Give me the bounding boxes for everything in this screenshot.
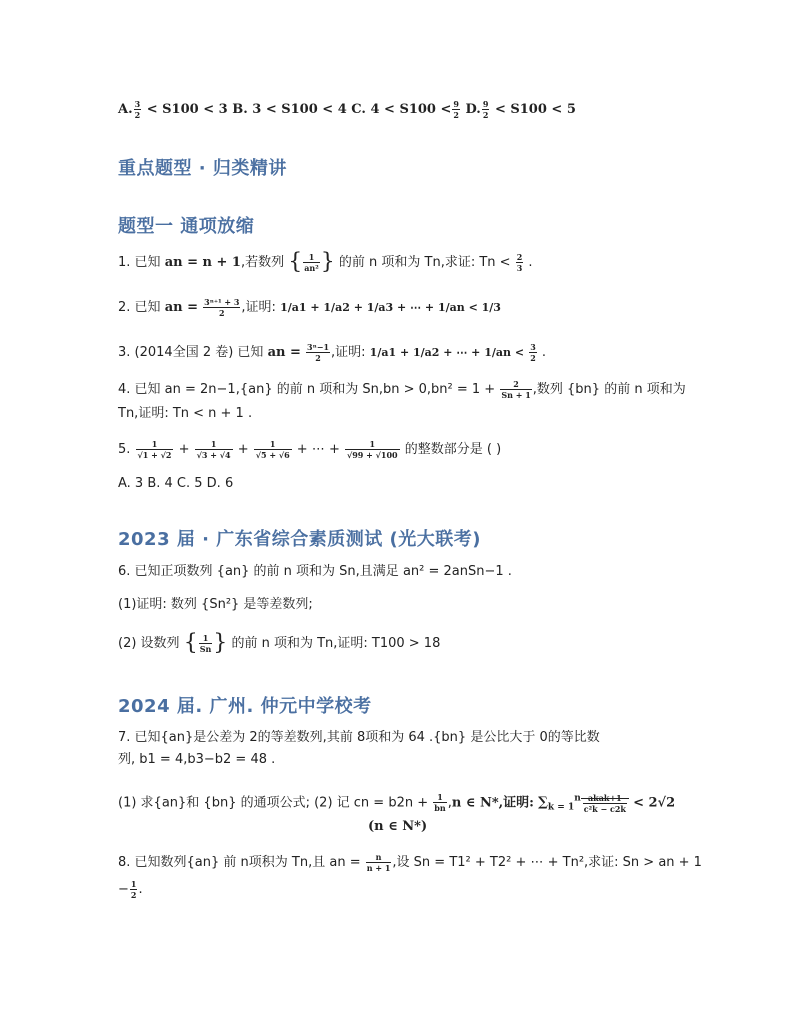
q8-line1: 8. 已知数列{an} 前 n项积为 Tn,且 an = <box>118 855 361 870</box>
option-b-text: B. 3 < S100 < 4 <box>232 102 347 117</box>
question-3: 3. (2014全国 2 卷) 已知 an = $\frac{\text{3ⁿ−1}}{2}$ ,证明: 1/a1 + 1/a2 + ⋯ + 1/an < $\frac{3}{2}$ . <box>118 342 547 363</box>
fraction: $\frac{1}{bn}$ <box>434 792 446 814</box>
fraction: $\frac{\text{3ⁿ−1}}{2}$ <box>307 342 330 363</box>
question-8 <box>118 853 702 872</box>
fraction: $\frac{1}{√3 + √4}$ <box>196 439 231 460</box>
fraction: $\frac{9}{2}$ <box>453 99 459 120</box>
fraction: $\frac{2}{Sn + 1}$ <box>501 379 531 400</box>
question-7-line2: 列, b1 = 4,b3−b2 = 48 . <box>118 752 276 767</box>
q5-post: 的整数部分是 ( ) <box>404 442 502 457</box>
fraction: $\frac{3}{2}$ <box>134 99 141 120</box>
fraction: $\frac{1}{√99 + √100}$ <box>346 439 398 460</box>
question-2 <box>118 298 501 317</box>
q2-formula: an = <box>164 300 198 315</box>
question-4 <box>118 380 686 399</box>
q2-prefix: 2. 已知 <box>118 300 161 315</box>
q8-end: . <box>138 882 143 897</box>
option-c-text: C. 4 < S100 < <box>351 102 452 117</box>
question-6: 6. 已知正项数列 {an} 的前 n 项和为 Sn,且满足 an² = 2anSn−1 . <box>118 564 512 579</box>
q1-mid: ,若数列 <box>240 255 285 270</box>
section-heading-2: 2023 届 · 广东省综合素质测试 (光大联考) <box>118 529 481 550</box>
q4-line1: 4. 已知 an = 2n−1,{an} 的前 n 项和为 Sn,bn > 0,bn² = 1 + <box>118 382 496 397</box>
question-1: 1. 已知 an = n + 1,若数列 { $\frac{1}{\text{an²}}$ } 的前 n 项和为 Tn,求证: Tn < $\frac{2}{3}$ . <box>118 249 533 275</box>
fraction: $\frac{1}{2}$ <box>130 879 137 900</box>
q5-prefix: 5. <box>118 442 131 457</box>
fraction: $\frac{\text{3ⁿ⁺¹ + 3}}{2}$ <box>204 297 240 318</box>
q8-line1-post: ,设 Sn = T1² + T2² + ⋯ + Tn²,求证: Sn > an + 1 <box>392 855 702 870</box>
q2-mid: ,证明: <box>241 300 276 315</box>
q7-line3-text: (1) 求{an}和 {bn} 的通项公式; (2) 记 cn = b2n + <box>118 795 429 811</box>
section-heading-3: 2024 届. 广州. 仲元中学校考 <box>118 696 372 717</box>
q7-line3-cond: n ∈ N*,证明: <box>451 795 534 811</box>
fraction: $\frac{9}{2}$ <box>482 99 489 120</box>
question-5: 5. $\frac{1}{√1 + √2}$ + $\frac{1}{√3 + √4}$ + $\frac{1}{√5 + √6}$ + ⋯ + $\frac{1}{√99 + √100}$ 的整数部分是 ( ) <box>118 439 502 460</box>
option-a-label: A. <box>118 102 133 117</box>
fraction: $\frac{1}{√1 + √2}$ <box>137 439 172 460</box>
fraction: $\frac{1}{Sn}$ <box>199 633 212 654</box>
question-7-line1: 7. 已知{an}是公差为 2的等差数列,其前 8项和为 64 .{bn} 是公比大于 0的等比数 <box>118 730 600 745</box>
q2-sum: 1/a1 + 1/a2 + 1/a3 + ⋯ + 1/an < 1/3 <box>280 301 501 314</box>
q1-prefix: 1. 已知 <box>118 255 161 270</box>
q4-line1-post: ,数列 {bn} 的前 n 项和为 <box>532 382 686 397</box>
question-4-line2: Tn,证明: Tn < n + 1 . <box>118 406 253 421</box>
question-6-part2: (2) 设数列 { $\frac{1}{Sn}$ } 的前 n 项和为 Tn,证明: T100 > 18 <box>118 630 441 656</box>
fraction: $\frac{1}{√5 + √6}$ <box>255 439 290 460</box>
fraction: akak+1 c²k − c2k <box>583 793 626 815</box>
fraction: $\frac{3}{2}$ <box>530 342 536 363</box>
question-7-line3: (1) 求{an}和 {bn} 的通项公式; (2) 记 cn = b2n + $\frac{1}{bn}$ ,n ∈ N*,证明: $\sum_{k = 1}^n$ akak+1 c²k − c2k < 2√2 <box>118 792 676 815</box>
option-a-text: < S100 < 3 <box>146 102 228 117</box>
q6-part2-prefix: (2) 设数列 <box>118 636 180 651</box>
fraction: $\frac{1}{\text{an²}}$ <box>304 252 319 273</box>
q5-options: A. 3 B. 4 C. 5 D. 6 <box>118 476 234 491</box>
q3-formula: an = <box>267 345 301 360</box>
question-8-line2 <box>118 880 143 899</box>
q3-prefix: 3. (2014全国 2 卷) 已知 <box>118 345 264 360</box>
q3-mid: ,证明: <box>331 345 366 360</box>
option-d-text: < S100 < 5 <box>494 102 576 117</box>
q7-line3-result: < 2√2 <box>633 795 676 811</box>
question-6-part1: (1)证明: 数列 {Sn²} 是等差数列; <box>118 597 313 612</box>
q1-formula: an = n + 1 <box>164 255 241 270</box>
q1-post: 的前 n 项和为 Tn,求证: Tn < <box>338 255 511 270</box>
question-7-line4: (n ∈ N*) <box>368 819 428 834</box>
option-d-label: D. <box>465 102 481 117</box>
section-heading-1: 题型一 通项放缩 <box>118 216 255 237</box>
section-heading-main: 重点题型 · 归类精讲 <box>118 158 287 179</box>
q3-sum: 1/a1 + 1/a2 + ⋯ + 1/an < <box>369 346 525 359</box>
q6-part2-post: 的前 n 项和为 Tn,证明: T100 > 18 <box>231 636 441 651</box>
q8-minus: − <box>118 882 129 897</box>
fraction: $\frac{n}{n + 1}$ <box>366 852 391 873</box>
options-line <box>118 100 576 119</box>
fraction: $\frac{2}{3}$ <box>516 252 523 273</box>
